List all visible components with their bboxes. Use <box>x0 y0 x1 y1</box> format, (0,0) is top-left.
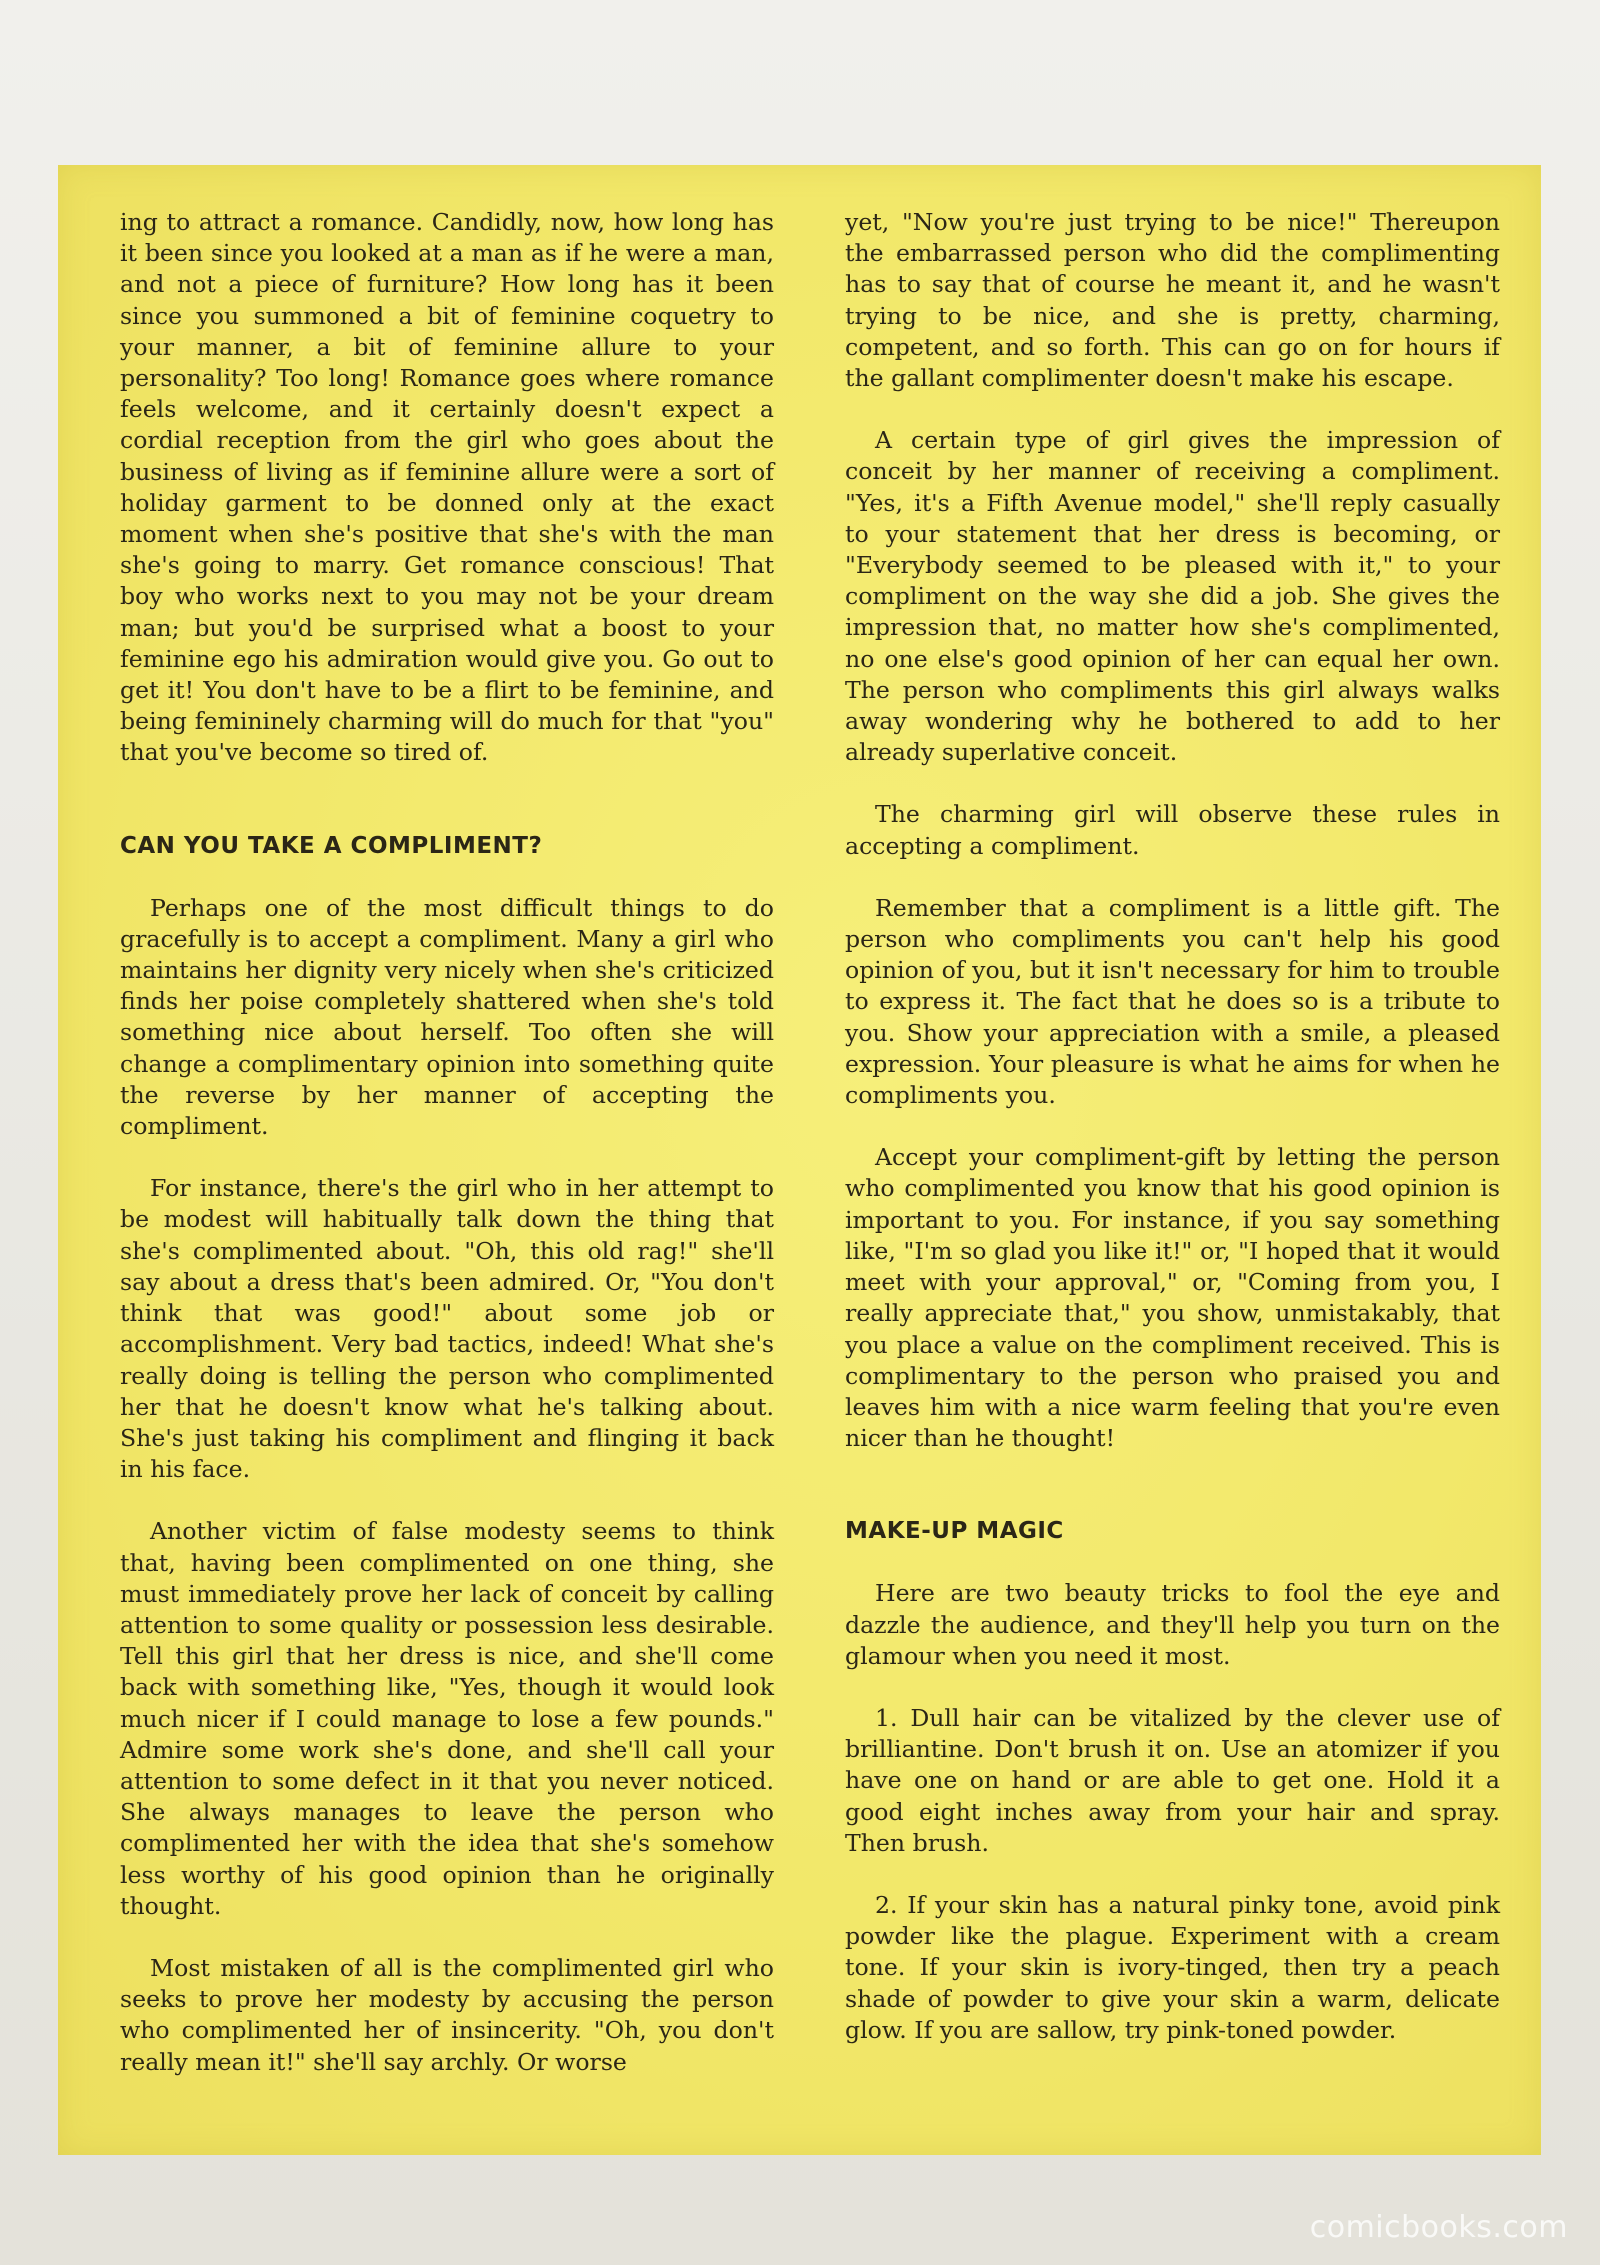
section-heading-compliment: CAN YOU TAKE A COMPLIMENT? <box>120 832 543 859</box>
paragraph: A certain type of girl gives the impression of conceit by her manner of receiving a compliment. "Yes, it's a Fifth Avenue model," she'll reply casually to your statement that her dress is becoming, or "Everybody seemed to be pleased with it," to your compliment on the way she did a job. She gives the impression that, no matter how she's complimented, no one else's good opinion of her can equal her own. The person who compliments this girl always walks away wondering why he bothered to add to her already superlative conceit. <box>845 426 1500 767</box>
section-heading-makeup: MAKE-UP MAGIC <box>845 1518 1064 1545</box>
paragraph: The charming girl will observe these rules in accepting a compliment. <box>845 800 1500 860</box>
paragraph: Most mistaken of all is the complimented girl who seeks to prove her modesty by accusing the person who complimented her of insincerity. "Oh, you don't really mean it!" she'll say archly. Or worse <box>120 1953 774 2076</box>
watermark: comicbooks.com <box>1309 2210 1568 2245</box>
paragraph: Another victim of false modesty seems to think that, having been complimented on one thing, she must immediately prove her lack of conceit by calling attention to some quality or possession less desirable. Tell this girl that her dress is nice, and she'll come back with something like, "Yes, though it would look much nicer if I could manage to lose a few pounds." Admire some work she's done, and she'll call your attention to some defect in it that you never noticed. She always manages to leave the person who complimented her with the idea that she's somehow less worthy of his good opinion than he originally thought. <box>120 1517 774 1920</box>
paragraph: Perhaps one of the most difficult things to do gracefully is to accept a compliment. Many a girl who maintains her dignity very nicely when she's criticized finds her poise completely shattered when she's told something nice about herself. Too often she will change a complimentary opinion into something quite the reverse by her manner of accepting the compliment. <box>120 893 774 1141</box>
paragraph: For instance, there's the girl who in her attempt to be modest will habitually talk down the thing that she's complimented about. "Oh, this old rag!" she'll say about a dress that's been admired. Or, "You don't think that was good!" about some job or accomplishment. Very bad tactics, indeed! What she's really doing is telling the person who complimented her that he doesn't know what he's talking about. She's just taking his compliment and flinging it back in his face. <box>120 1174 774 1484</box>
intro-paragraph: ing to attract a romance. Candidly, now, how long has it been since you looked at a man as if he were a man, and not a piece of furniture? How long has it been since you summoned a bit of feminine coquetry to your manner, a bit of feminine allure to your personality? Too long! Romance goes where romance feels welcome, and it certainly doesn't expect a cordial reception from the girl who goes about the business of living as if feminine allure were a sort of holiday garment to be donned only at the exact moment when she's positive that she's with the man she's going to marry. Get romance conscious! That boy who works next to you may not be your dream man; but you'd be surprised what a boost to your feminine ego his admiration would give you. Go out to get it! You don't have to be a flirt to be feminine, and being femininely charming will do much for that "you" that you've become so tired of. <box>120 208 774 767</box>
paragraph: Accept your compliment-gift by letting the person who complimented you know that his good opinion is important to you. For instance, if you say something like, "I'm so glad you like it!" or, "I hoped that it would meet with your approval," or, "Coming from you, I really appreciate that," you show, unmistakably, that you place a value on the compliment received. This is complimentary to the person who praised you and leaves him with a nice warm feeling that you're even nicer than he thought! <box>845 1143 1500 1453</box>
list-item: 2. If your skin has a natural pinky tone, avoid pink powder like the plague. Experiment with a cream tone. If your skin is ivory-tinged, then try a peach shade of powder to give your skin a warm, delicate glow. If you are sallow, try pink-toned powder. <box>845 1890 1500 2044</box>
right-column <box>845 207 1500 2046</box>
paragraph: Here are two beauty tricks to fool the eye and dazzle the audience, and they'll help you turn on the glamour when you need it most. <box>845 1579 1500 1670</box>
paragraph: Remember that a compliment is a little gift. The person who compliments you can't help his good opinion of you, but it isn't necessary for him to trouble to express it. The fact that he does so is a tribute to you. Show your appreciation with a smile, a pleased expression. Your pleasure is what he aims for when he compliments you. <box>845 893 1500 1110</box>
list-item: 1. Dull hair can be vitalized by the clever use of brilliantine. Don't brush it on. Use an atomizer if you have one on hand or are able to get one. Hold it a good eight inches away from your hair and spray. Then brush. <box>845 1703 1500 1857</box>
paragraph: yet, "Now you're just trying to be nice!" Thereupon the embarrassed person who did the complimenting has to say that of course he meant it, and he wasn't trying to be nice, and she is pretty, charming, competent, and so forth. This can go on for hours if the gallant complimenter doesn't make his escape. <box>845 208 1500 393</box>
left-column <box>120 207 774 2078</box>
